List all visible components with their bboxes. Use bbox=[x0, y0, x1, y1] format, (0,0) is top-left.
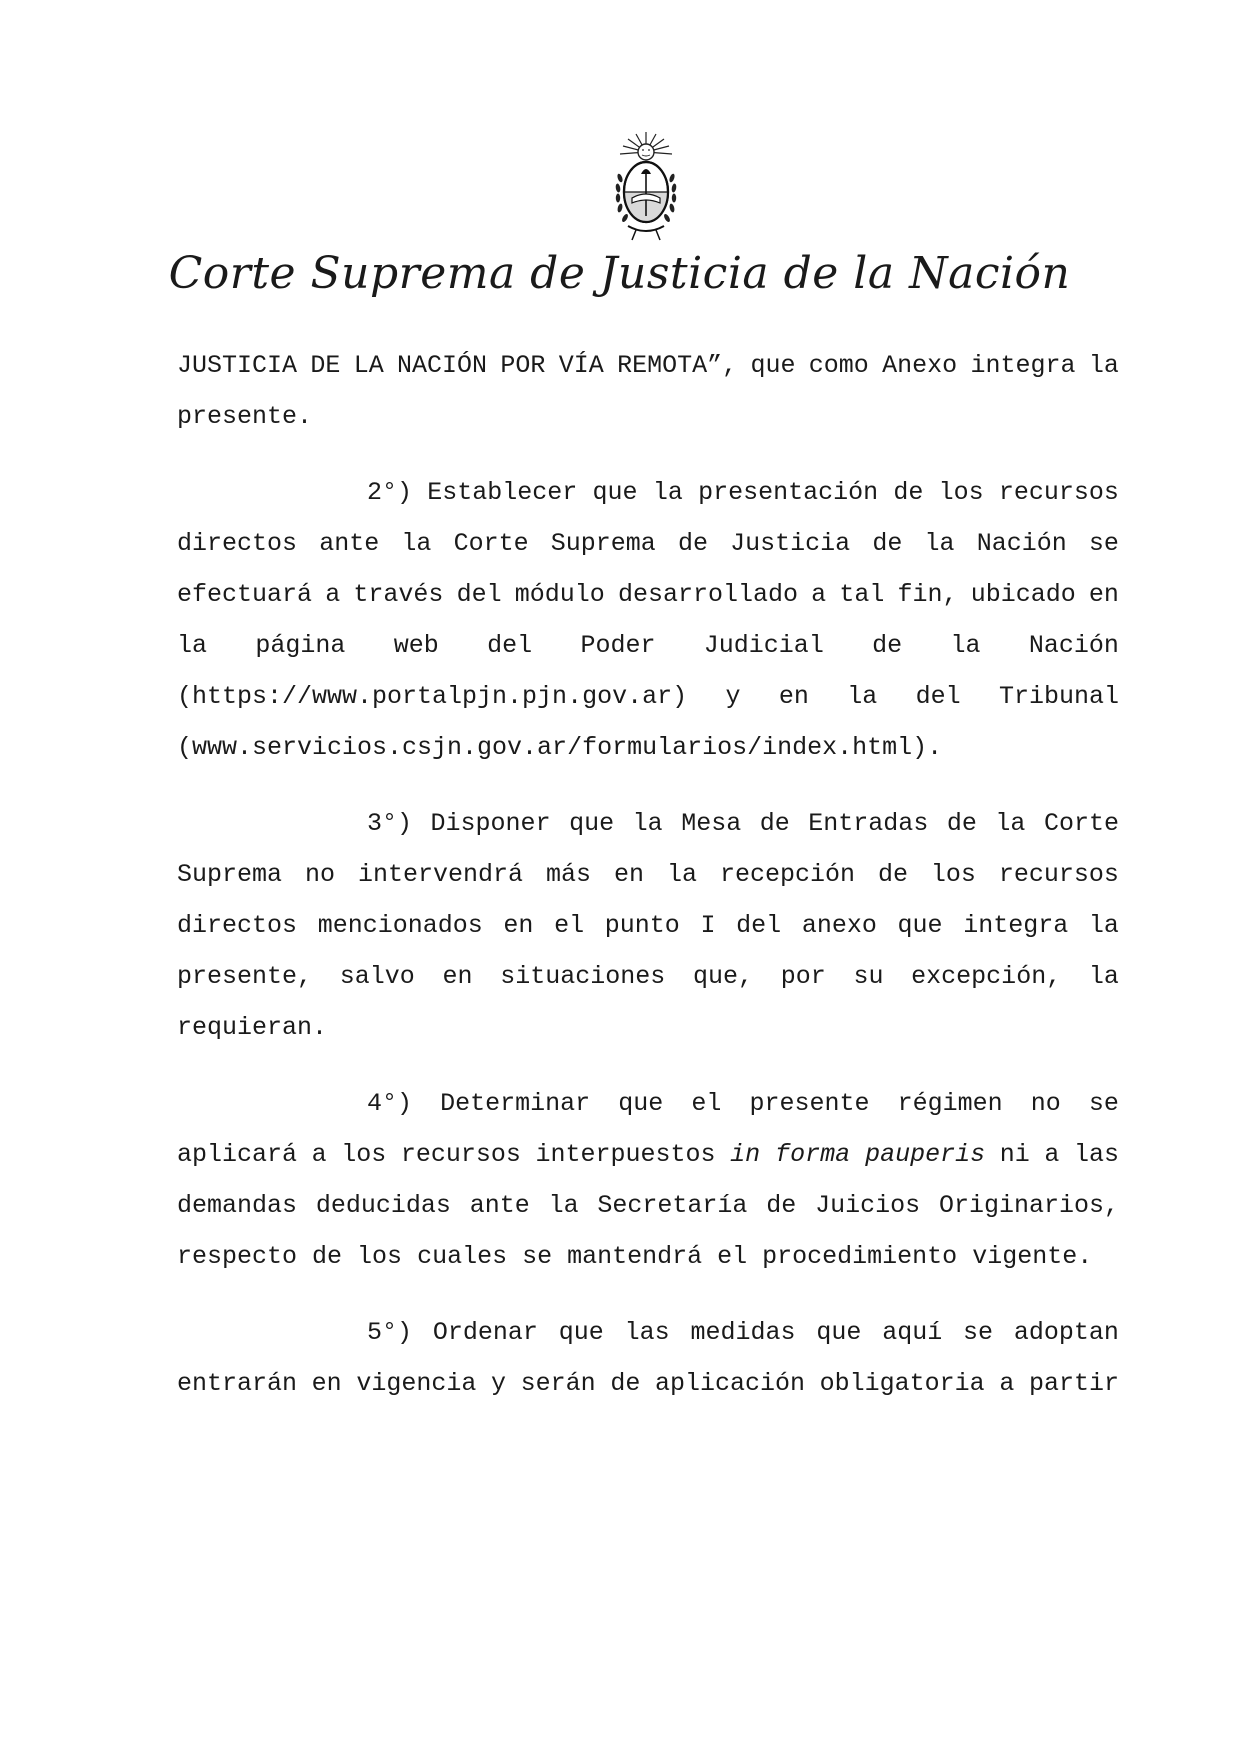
word: 5°) bbox=[367, 1318, 413, 1347]
word: el bbox=[691, 1089, 722, 1118]
word: de bbox=[312, 1242, 343, 1271]
word: Justicia bbox=[730, 529, 851, 558]
word: integra bbox=[970, 351, 1076, 380]
paragraph-gap bbox=[177, 1282, 1119, 1307]
word: que bbox=[750, 351, 796, 380]
word: desarrollado bbox=[617, 580, 798, 609]
paragraph-p3 bbox=[177, 798, 1119, 1053]
word: la bbox=[632, 809, 663, 838]
word: (www.servicios.csjn.gov.ar/formularios/index.html). bbox=[177, 733, 943, 762]
text-line bbox=[177, 1078, 1119, 1129]
word: Disponer bbox=[430, 809, 551, 838]
word: Entradas bbox=[808, 809, 929, 838]
word: la bbox=[950, 631, 981, 660]
word: web bbox=[393, 631, 439, 660]
paragraph-gap bbox=[177, 773, 1119, 798]
word: recursos bbox=[998, 478, 1119, 507]
word: serán bbox=[520, 1369, 596, 1398]
word: LA bbox=[353, 351, 384, 380]
word: JUSTICIA bbox=[177, 351, 298, 380]
text-line bbox=[177, 722, 1119, 773]
word: Suprema bbox=[177, 860, 283, 889]
word: interpuestos bbox=[535, 1140, 716, 1169]
word: Secretaría bbox=[597, 1191, 748, 1220]
word: efectuará bbox=[177, 580, 313, 609]
word: de bbox=[872, 529, 903, 558]
word: Ordenar bbox=[432, 1318, 538, 1347]
word: mencionados bbox=[317, 911, 483, 940]
word: se bbox=[522, 1242, 553, 1271]
word: recepción bbox=[719, 860, 855, 889]
text-line bbox=[177, 900, 1119, 951]
word: Tribunal bbox=[998, 682, 1119, 711]
word: través bbox=[353, 580, 444, 609]
word: que bbox=[592, 478, 638, 507]
word: excepción, bbox=[911, 962, 1062, 991]
word: aplicará bbox=[177, 1140, 298, 1169]
word: Judicial bbox=[703, 631, 824, 660]
word: la bbox=[924, 529, 955, 558]
word: que, bbox=[692, 962, 753, 991]
paragraph-p4 bbox=[177, 1078, 1119, 1282]
national-coat-of-arms-seal bbox=[606, 130, 686, 246]
word: en bbox=[442, 962, 473, 991]
word: recursos bbox=[400, 1140, 521, 1169]
word: en bbox=[311, 1369, 342, 1398]
word: Corte bbox=[1043, 809, 1119, 838]
word: vigencia bbox=[356, 1369, 477, 1398]
word: se bbox=[1088, 1089, 1119, 1118]
word: aquí bbox=[882, 1318, 943, 1347]
word: los bbox=[930, 860, 976, 889]
word: DE bbox=[310, 351, 341, 380]
word: recursos bbox=[998, 860, 1119, 889]
text-line bbox=[177, 620, 1119, 671]
word: directos bbox=[177, 529, 298, 558]
word: Nación bbox=[976, 529, 1067, 558]
word: Originarios, bbox=[938, 1191, 1119, 1220]
word: no bbox=[1030, 1089, 1061, 1118]
word: I bbox=[700, 911, 716, 940]
word: a bbox=[311, 1140, 327, 1169]
word: aplicación bbox=[654, 1369, 805, 1398]
word: Juicios bbox=[815, 1191, 921, 1220]
word: de bbox=[766, 1191, 797, 1220]
word: POR bbox=[500, 351, 546, 380]
word: cuales bbox=[417, 1242, 508, 1271]
word: los bbox=[341, 1140, 387, 1169]
word: VÍA bbox=[558, 351, 604, 380]
word: más bbox=[545, 860, 591, 889]
word: Suprema bbox=[550, 529, 656, 558]
word: página bbox=[255, 631, 346, 660]
word: ante bbox=[469, 1191, 530, 1220]
word: NACIÓN bbox=[397, 351, 488, 380]
word: presente bbox=[749, 1089, 870, 1118]
word: la bbox=[1088, 962, 1119, 991]
paragraph-p0 bbox=[177, 340, 1119, 442]
paragraph-gap bbox=[177, 1053, 1119, 1078]
word: obligatoria bbox=[819, 1369, 985, 1398]
word: de bbox=[759, 809, 790, 838]
word: de bbox=[610, 1369, 641, 1398]
word: a bbox=[1044, 1140, 1060, 1169]
paragraph-gap bbox=[177, 442, 1119, 467]
word: vigente. bbox=[972, 1242, 1093, 1271]
text-line bbox=[177, 340, 1119, 391]
word: y bbox=[491, 1369, 507, 1398]
word: la bbox=[401, 529, 432, 558]
paragraph-p2 bbox=[177, 467, 1119, 773]
word: fin, bbox=[897, 580, 958, 609]
word: Poder bbox=[580, 631, 656, 660]
word: respecto bbox=[177, 1242, 298, 1271]
word: que bbox=[897, 911, 943, 940]
text-line bbox=[177, 1307, 1119, 1358]
word: módulo bbox=[514, 580, 605, 609]
word: la bbox=[177, 631, 208, 660]
word: Anexo bbox=[882, 351, 958, 380]
word: que bbox=[558, 1318, 604, 1347]
text-line bbox=[177, 1358, 1119, 1409]
word: Nación bbox=[1028, 631, 1119, 660]
word: ubicado bbox=[970, 580, 1076, 609]
word: integra bbox=[963, 911, 1069, 940]
word: 4°) bbox=[367, 1089, 413, 1118]
word: REMOTA”, bbox=[617, 351, 738, 380]
word: demandas bbox=[177, 1191, 298, 1220]
word: la bbox=[1088, 911, 1119, 940]
word: (https://www.portalpjn.pjn.gov.ar) bbox=[177, 682, 688, 711]
word: medidas bbox=[690, 1318, 796, 1347]
word: a bbox=[811, 580, 827, 609]
text-line bbox=[177, 1129, 1119, 1180]
word: mantendrá bbox=[567, 1242, 703, 1271]
word: del bbox=[487, 631, 533, 660]
word: adoptan bbox=[1013, 1318, 1119, 1347]
text-line bbox=[177, 951, 1119, 1002]
word: a bbox=[325, 580, 341, 609]
paragraph-p5 bbox=[177, 1307, 1119, 1409]
word: Establecer bbox=[427, 478, 578, 507]
word: el bbox=[554, 911, 585, 940]
word: partir bbox=[1028, 1369, 1119, 1398]
word: en bbox=[503, 911, 534, 940]
word: requieran. bbox=[177, 1013, 328, 1042]
word: no bbox=[305, 860, 336, 889]
word: del bbox=[915, 682, 961, 711]
word: presentación bbox=[698, 478, 879, 507]
word: presente. bbox=[177, 402, 313, 431]
word: en bbox=[613, 860, 644, 889]
word: entrarán bbox=[177, 1369, 298, 1398]
text-line bbox=[177, 849, 1119, 900]
word: deducidas bbox=[315, 1191, 451, 1220]
word: el bbox=[717, 1242, 748, 1271]
word: por bbox=[780, 962, 826, 991]
word: se bbox=[1088, 529, 1119, 558]
word: las bbox=[1073, 1140, 1119, 1169]
word: intervendrá bbox=[357, 860, 524, 889]
word: régimen bbox=[897, 1089, 1003, 1118]
text-line bbox=[177, 391, 1119, 442]
word: en bbox=[1088, 580, 1119, 609]
word: en bbox=[778, 682, 809, 711]
text-line bbox=[177, 1002, 1119, 1053]
word: que bbox=[618, 1089, 664, 1118]
document-body bbox=[177, 340, 1119, 1409]
word: ni bbox=[999, 1140, 1030, 1169]
word: que bbox=[816, 1318, 862, 1347]
word: Mesa bbox=[681, 809, 742, 838]
word: de bbox=[677, 529, 708, 558]
text-line bbox=[177, 1180, 1119, 1231]
word: del bbox=[736, 911, 782, 940]
word: la bbox=[1088, 351, 1119, 380]
word: Determinar bbox=[440, 1089, 591, 1118]
word: de bbox=[877, 860, 908, 889]
word: la bbox=[652, 478, 683, 507]
word: ante bbox=[319, 529, 380, 558]
text-line bbox=[177, 671, 1119, 722]
word: la bbox=[548, 1191, 579, 1220]
word: punto bbox=[604, 911, 680, 940]
text-line bbox=[177, 798, 1119, 849]
word: salvo bbox=[339, 962, 415, 991]
word: 2°) bbox=[367, 478, 413, 507]
word: situaciones bbox=[500, 962, 666, 991]
word: la bbox=[666, 860, 697, 889]
coat-of-arms-icon bbox=[606, 130, 686, 246]
word: presente, bbox=[177, 962, 313, 991]
text-line bbox=[177, 518, 1119, 569]
text-line bbox=[177, 467, 1119, 518]
word: 3°) bbox=[367, 809, 413, 838]
word: su bbox=[853, 962, 884, 991]
word: anexo bbox=[801, 911, 877, 940]
word: procedimiento bbox=[762, 1242, 958, 1271]
word: las bbox=[624, 1318, 670, 1347]
institution-heading: Corte Suprema de Justicia de la Nación bbox=[168, 248, 1071, 299]
word: se bbox=[963, 1318, 994, 1347]
word: a bbox=[999, 1369, 1015, 1398]
word: de bbox=[872, 631, 903, 660]
latin-phrase: in forma pauperis bbox=[730, 1140, 986, 1169]
word: como bbox=[808, 351, 869, 380]
word: del bbox=[456, 580, 502, 609]
text-line bbox=[177, 1231, 1119, 1282]
word: Corte bbox=[453, 529, 529, 558]
word: directos bbox=[177, 911, 298, 940]
word: de bbox=[946, 809, 977, 838]
word: tal bbox=[839, 580, 885, 609]
word: que bbox=[569, 809, 615, 838]
word: los bbox=[938, 478, 984, 507]
word: de bbox=[893, 478, 924, 507]
word: y bbox=[725, 682, 741, 711]
word: la bbox=[995, 809, 1026, 838]
text-line bbox=[177, 569, 1119, 620]
word: la bbox=[847, 682, 878, 711]
word: los bbox=[357, 1242, 403, 1271]
